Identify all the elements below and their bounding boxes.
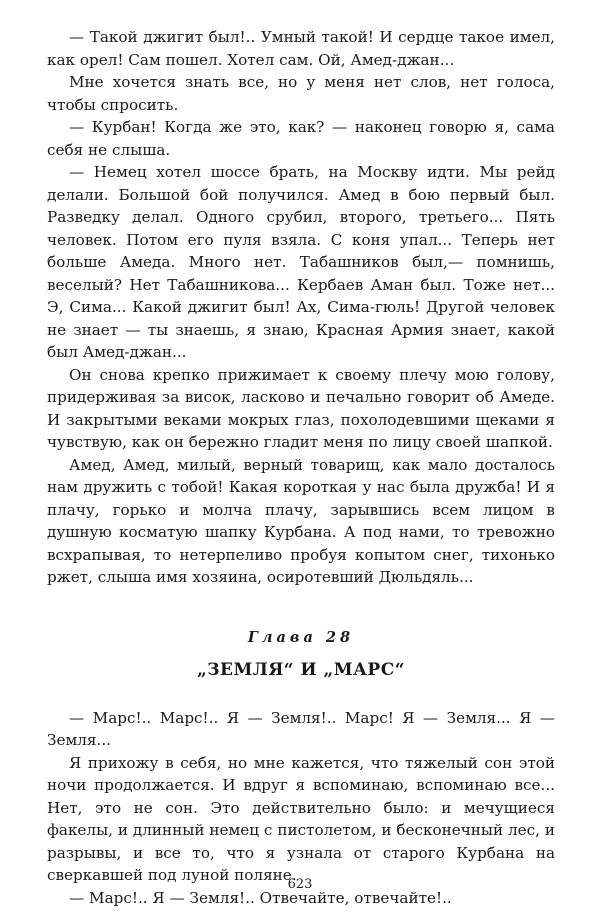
paragraph: Амед, Амед, милый, верный товарищ, как мало досталось нам дружить с тобой! Какая короткая у нас была дружба! И я плачу, горько и молча плачу, зарывшись всем лицом в душную косматую шапку Курбана. А под нами, то тревожно всхрапывая, то нетерпеливо пробуя копытом снег, тихонько ржет, слыша имя хозяина, осиротевший Дюльдяль... (47, 455, 555, 586)
paragraph: Он снова крепко прижимает к своему плечу мою голову, придерживая за висок, ласково и печально говорит об Амеде. И закрытыми веками мокрых глаз, похолодевшими щеками я чувствую, как он бережно гладит меня по лицу своей шапкой. (47, 365, 555, 451)
page-number: 623 (287, 877, 313, 892)
paragraph: — Немец хотел шоссе брать, на Москву идти. Мы рейд делали. Большой бой получился. Амед в бою первый был. Разведку делал. Одного срубил, второго, третьего... Пять человек. Потом его пуля взяла. С коня упал... Теперь нет больше Амеда. Много нет. Табашников был,— помнишь, веселый? Нет Табашникова... Кербаев Аман был. Тоже нет... Э, Сима... Какой джигит был! Ах, Сима-гюль! Другой человек не знает — ты знаешь, я знаю, Красная Армия знает, какой был Амед-джан... (47, 163, 555, 361)
paragraph: — Курбан! Когда же это, как? — наконец говорю я, сама себя не слыша. (47, 118, 555, 159)
chapter-title: „ЗЕМЛЯ“ И „МАРС“ (196, 659, 406, 680)
chapter-label: Глава 28 (247, 628, 355, 646)
chapter-heading (47, 627, 555, 683)
paragraph: Я прихожу в себя, но мне кажется, что тяжелый сон этой ночи продолжается. И вдруг я вспоминаю, вспоминаю все... Нет, это не сон. Это действительно было: и мечущиеся факелы, и длинный немец с пистолетом, и бесконечный лес, и разрывы, и все то, что я узнала от старого Курбана на сверкавшей под луной поляне. (47, 753, 555, 884)
paragraph: — Такой джигит был!.. Умный такой! И сердце такое имел, как орел! Сам пошел. Хотел сам. Ой, Амед-джан... (47, 28, 555, 69)
book-page (47, 26, 555, 909)
paragraph: Мне хочется знать все, но у меня нет слов, нет голоса, чтобы спросить. (47, 73, 555, 114)
paragraph: — Марс!.. Марс!.. Я — Земля!.. Марс! Я — Земля... Я — Земля... (47, 708, 555, 749)
paragraph: — Марс!.. Я — Земля!.. Отвечайте, отвечайте!.. (69, 888, 452, 907)
